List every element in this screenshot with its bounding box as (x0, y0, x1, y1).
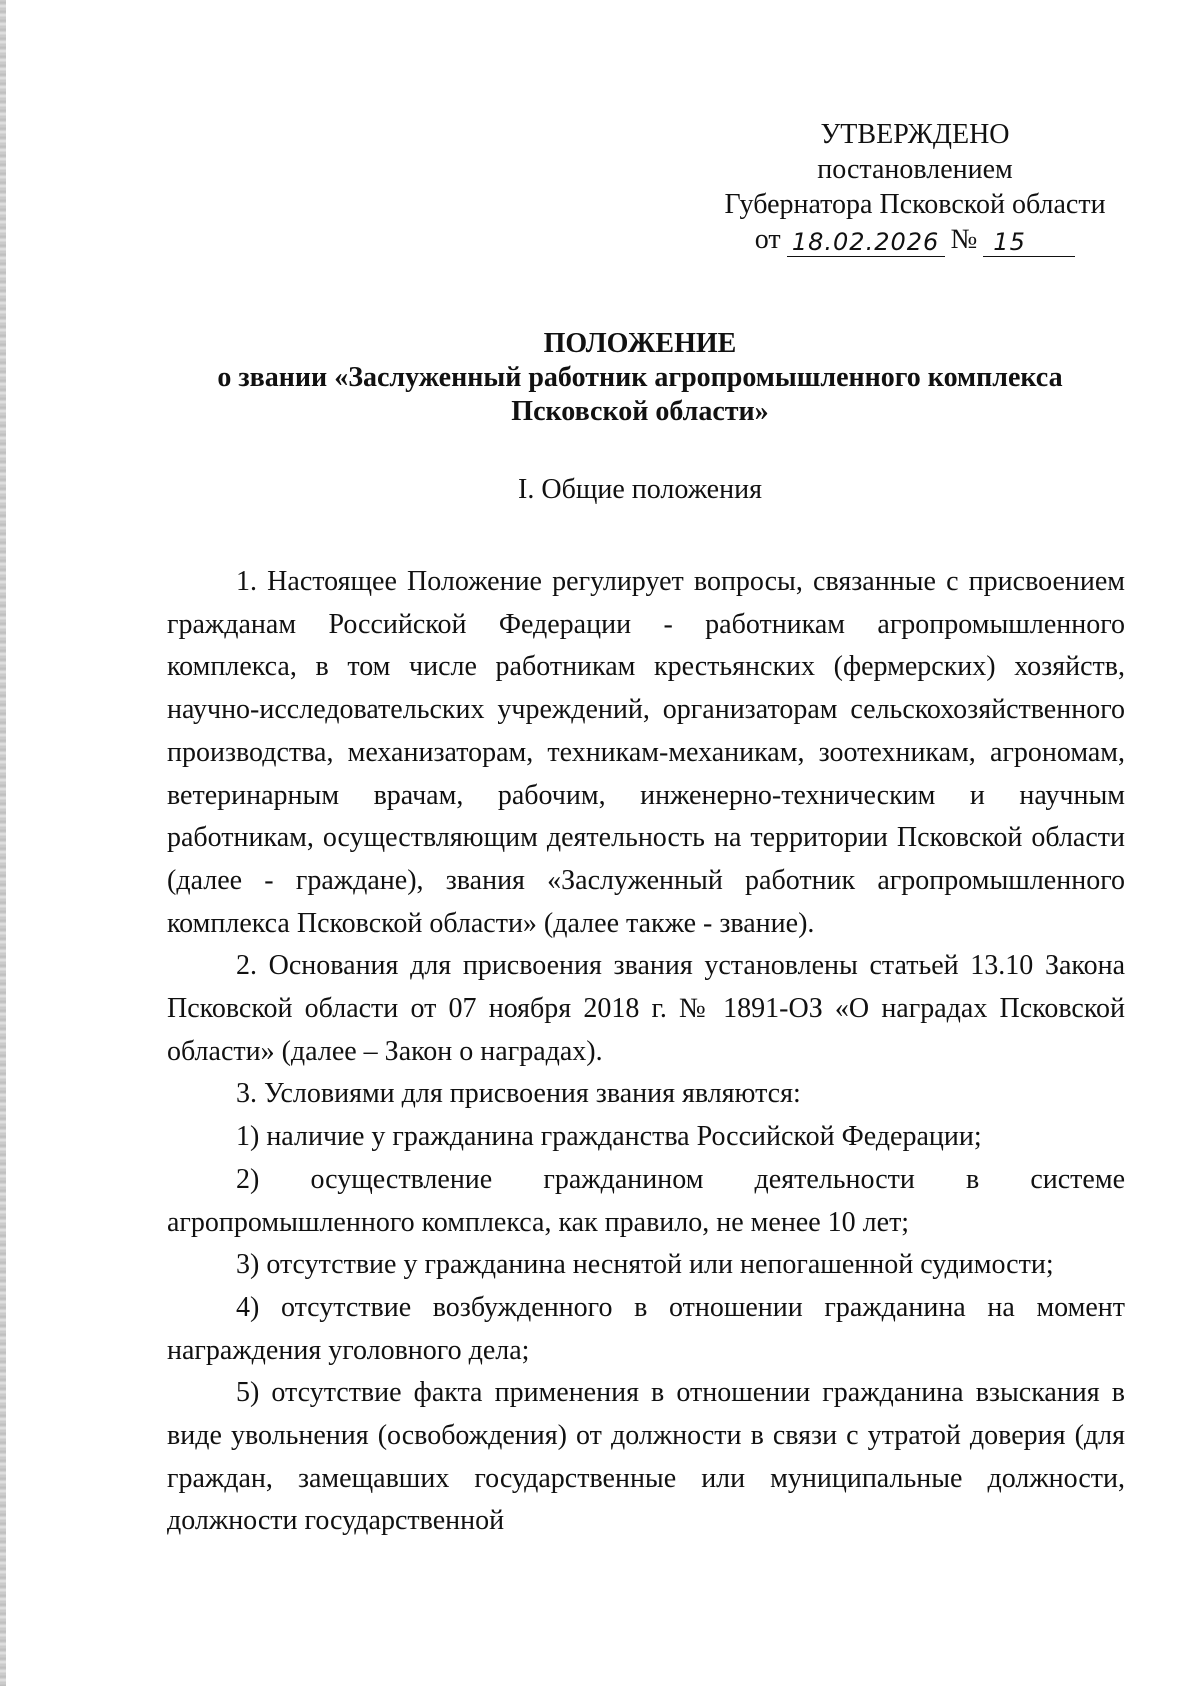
document-title (150, 327, 1130, 429)
title-line-2: о звании «Заслуженный работник агропромышленного комплекса (217, 362, 1063, 393)
approval-authority: Губернатора Псковской области (724, 189, 1106, 220)
title-line-3: Псковской области» (511, 396, 769, 427)
paragraph-1: 1. Настоящее Положение регулирует вопросы, связанные с присвоением гражданам Российской Федерации - работникам агропромышленного комплекса, в том числе работникам крестьянских (фермерских) хозяйств, научно-исследовательских учреждений, организаторам сельскохозяйственного производства, механизаторам, техникам-механикам, зоотехникам, агрономам, ветеринарным врачам, рабочим, инженерно-техническим и научным работникам, осуществляющим деятельность на территории Псковской области (далее - граждане), звания «Заслуженный работник агропромышленного комплекса Псковской области» (далее также - звание). (167, 566, 1125, 939)
paragraph-3: 3. Условиями для присвоения звания являются: (236, 1078, 801, 1110)
approval-date-line (700, 222, 1130, 257)
condition-3: 3) отсутствие у гражданина неснятой или непогашенной судимости; (236, 1249, 1054, 1281)
handwritten-date: 18.02.2026 (787, 228, 945, 257)
number-sign: № (950, 224, 978, 255)
paragraph-2: 2. Основания для присвоения звания установлены статьей 13.10 Закона Псковской области от 07 ноября 2018 г. № 1891-ОЗ «О наградах Псковской области» (далее – Закон о наградах). (167, 950, 1125, 1067)
date-prefix: от (754, 224, 781, 255)
title-main: ПОЛОЖЕНИЕ (543, 328, 737, 359)
document-body (167, 561, 1125, 1543)
condition-4: 4) отсутствие возбужденного в отношении гражданина на момент награждения уголовного дела; (167, 1291, 1125, 1366)
condition-1: 1) наличие у гражданина гражданства Российской Федерации; (236, 1121, 982, 1153)
handwritten-number: 15 (983, 228, 1075, 257)
condition-2: 2) осуществление гражданином деятельности в системе агропромышленного комплекса, как правило, не менее 10 лет; (167, 1163, 1125, 1238)
section-title: I. Общие положения (518, 474, 762, 505)
approval-block (700, 117, 1130, 257)
scan-edge (0, 0, 6, 1686)
condition-5: 5) отсутствие факта применения в отношении гражданина взыскания в виде увольнения (освобождения) от должности в связи с утратой доверия (для граждан, замещавших государственные или муниципальные должности, должности государственной (167, 1377, 1125, 1537)
approval-by: постановлением (817, 154, 1013, 185)
approval-heading: УТВЕРЖДЕНО (820, 119, 1010, 150)
